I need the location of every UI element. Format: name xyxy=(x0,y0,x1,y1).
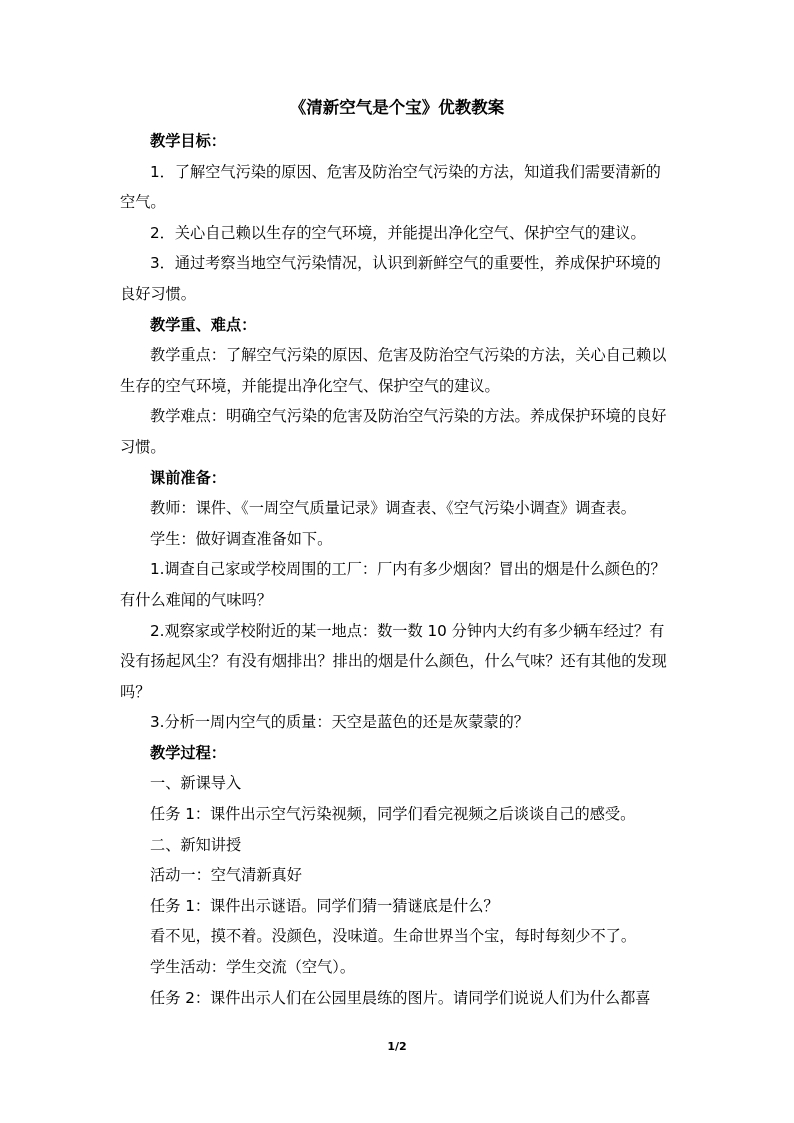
document-title: 《清新空气是个宝》优教教案 xyxy=(289,98,505,117)
paragraph: 3．通过考察当地空气污染情况，认识到新鲜空气的重要性，养成保护环境的良好习惯。 xyxy=(120,254,661,303)
paragraph: 二、新知讲授 xyxy=(150,835,242,854)
paragraph: 2.观察家或学校附近的某一地点：数一数 10 分钟内大约有多少辆车经过？有没有扬起风尘？有没有烟排出？排出的烟是什么颜色，什么气味？还有其他的发现吗？ xyxy=(120,621,667,701)
paragraph: 学生：做好调查准备如下。 xyxy=(150,529,333,548)
paragraph: 1．了解空气污染的原因、危害及防治空气污染的方法，知道我们需要清新的空气。 xyxy=(120,162,661,212)
paragraph: 教师：课件、《一周空气质量记录》调查表、《空气污染小调查》调查表。 xyxy=(150,499,636,518)
paragraph: 2．关心自己赖以生存的空气环境，并能提出净化空气、保护空气的建议。 xyxy=(150,223,646,242)
heading-preparation: 课前准备： xyxy=(150,468,226,487)
paragraph: 3.分析一周内空气的质量：天空是蓝色的还是灰蒙蒙的？ xyxy=(150,713,529,732)
paragraph: 任务 1：课件出示谜语。同学们猜一猜谜底是什么？ xyxy=(150,896,499,915)
paragraph: 教学难点：明确空气污染的危害及防治空气污染的方法。养成保护环境的良好习惯。 xyxy=(120,407,667,456)
paragraph: 活动一：空气清新真好 xyxy=(150,866,302,885)
paragraph: 一、新课导入 xyxy=(150,774,242,793)
page-number: 1/2 xyxy=(387,1040,407,1053)
paragraph: 看不见，摸不着。没颜色，没味道。生命世界当个宝，每时每刻少不了。 xyxy=(150,927,636,946)
paragraph: 任务 2：课件出示人们在公园里晨练的图片。请同学们说说人们为什么都喜 xyxy=(150,988,651,1007)
paragraph: 任务 1：课件出示空气污染视频，同学们看完视频之后谈谈自己的感受。 xyxy=(150,805,636,824)
heading-key-points: 教学重、难点： xyxy=(150,315,257,334)
paragraph: 学生活动：学生交流（空气）。 xyxy=(150,958,356,977)
heading-teaching-process: 教学过程： xyxy=(150,743,226,762)
document-body xyxy=(120,126,674,1013)
paragraph: 教学重点：了解空气污染的原因、危害及防治空气污染的方法，关心自己赖以生存的空气环境，并能提出净化空气、保护空气的建议。 xyxy=(120,346,667,395)
heading-teaching-goals: 教学目标： xyxy=(150,132,226,150)
paragraph: 1.调查自己家或学校周围的工厂：厂内有多少烟囱？冒出的烟是什么颜色的？有什么难闻的气味吗？ xyxy=(120,560,666,609)
